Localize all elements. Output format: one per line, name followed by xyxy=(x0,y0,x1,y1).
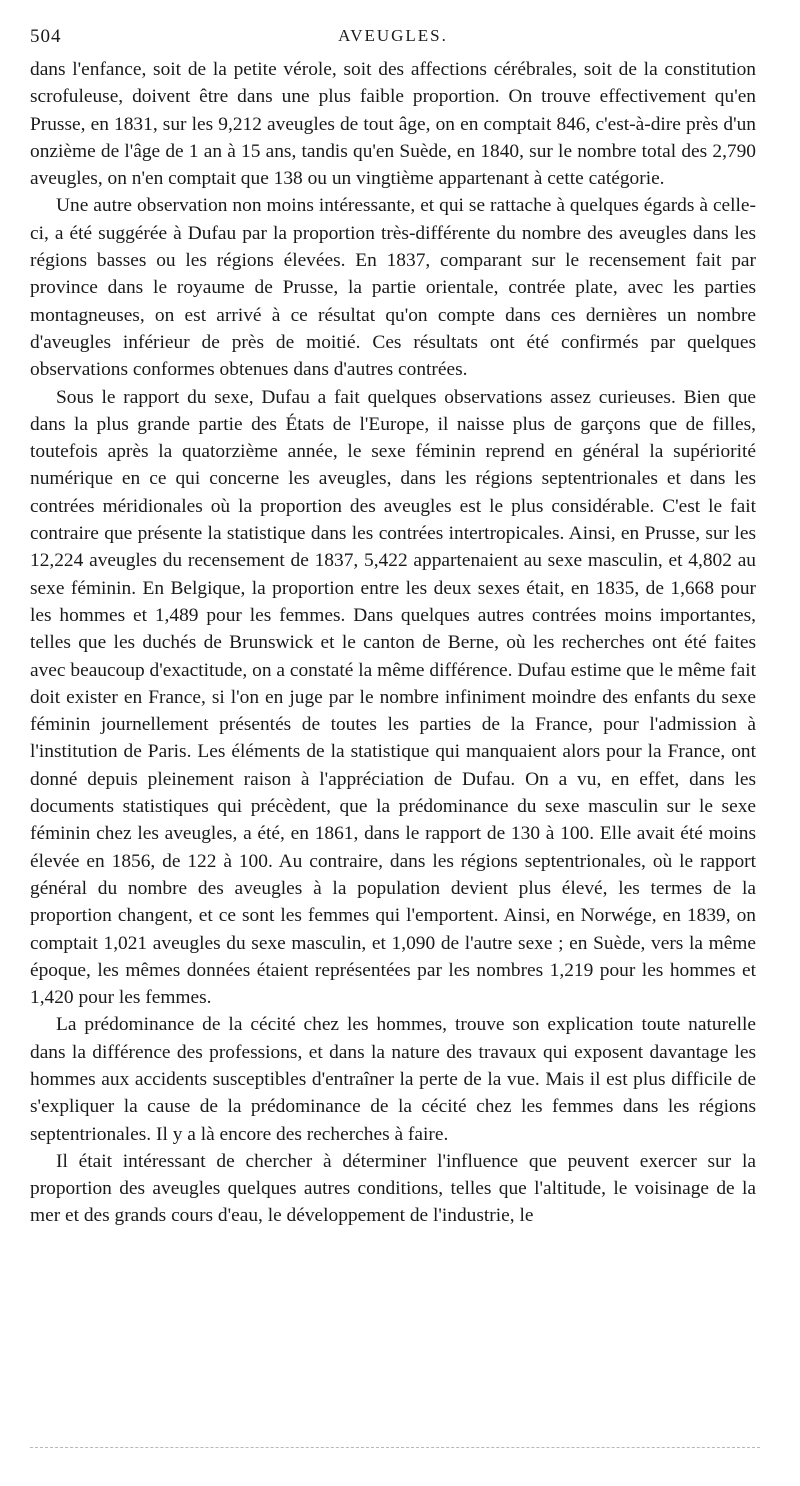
paragraph-conditions: Il était intéressant de chercher à déterminer l'influence que peuvent exercer sur la proportion des aveugles quelques autres conditions, telles que l'altitude, le voisinage de la mer et des grands cours d'eau, le développement de l'industrie, le xyxy=(30,1150,756,1227)
footer-dashed-rule xyxy=(30,1447,760,1448)
body-text xyxy=(30,56,756,1230)
paragraph-altitude: Une autre observation non moins intéressante, et qui se rattache à quelques égards à celle-ci, a été suggérée à Dufau par la proportion très-différente du nombre des aveugles dans les régions basses ou les régions élevées. En 1837, comparant sur le recensement fait par province dans le royaume de Prusse, la partie orientale, contrée plate, avec les parties montagneuses, on est arrivé à ce résultat qu'on compte dans ces dernières un nombre d'aveugles inférieur de près de moitié. Ces résultats ont été confirmés par quelques observations conformes obtenues dans d'autres contrées. xyxy=(30,195,756,381)
running-title: AVEUGLES. xyxy=(338,26,448,45)
running-head xyxy=(30,26,756,56)
book-page xyxy=(30,26,756,1230)
paragraph-explanation: La prédominance de la cécité chez les hommes, trouve son explication toute naturelle dans la différence des professions, et dans la nature des travaux qui exposent davantage les hommes aux accidents susceptibles d'entraîner la perte de la vue. Mais il est plus difficile de s'expliquer la cause de la prédominance de la cécité chez les femmes dans les régions septentrionales. Il y a là encore des recherches à faire. xyxy=(30,1014,756,1145)
page-number: 504 xyxy=(30,26,62,47)
paragraph-sex: Sous le rapport du sexe, Dufau a fait quelques observations assez curieuses. Bien que dans la plus grande partie des États de l'Europe, il naisse plus de garçons que de filles, toutefois après la quatorzième année, le sexe féminin reprend en général la supériorité numérique en ce qui concerne les aveugles, dans les régions septentrionales et dans les contrées méridionales où la proportion des aveugles est le plus considérable. C'est le fait contraire que présente la statistique dans les contrées intertropicales. Ainsi, en Prusse, sur les 12,224 aveugles du recensement de 1837, 5,422 appartenaient au sexe masculin, et 4,802 au sexe féminin. En Belgique, la proportion entre les deux sexes était, en 1835, de 1,668 pour les hommes et 1,489 pour les femmes. Dans quelques autres contrées moins importantes, telles que les duchés de Brunswick et le canton de Berne, où les recherches ont été faites avec beaucoup d'exactitude, on a constaté la même différence. Dufau estime que le même fait doit exister en France, si l'on en juge par le nombre infiniment moindre des enfants du sexe féminin journellement présentés de toutes les parties de la France, pour l'admission à l'institution de Paris. Les éléments de la statistique qui manquaient alors pour la France, ont donné depuis pleinement raison à l'appréciation de Dufau. On a vu, en effet, dans les documents statistiques qui précèdent, que la prédominance du sexe masculin sur le sexe féminin chez les aveugles, a été, en 1861, dans le rapport de 130 à 100. Elle avait été moins élevée en 1856, de 122 à 100. Au contraire, dans les régions septentrionales, où le rapport général du nombre des aveugles à la population devient plus élevé, les termes de la proportion changent, et ce sont les femmes qui l'emportent. Ainsi, en Norwége, en 1839, on comptait 1,021 aveugles du sexe masculin, et 1,090 de l'autre sexe ; en Suède, vers la même époque, les mêmes données étaient représentées par les nombres 1,219 pour les hommes et 1,420 pour les femmes. xyxy=(30,386,756,1009)
paragraph-continued: dans l'enfance, soit de la petite vérole, soit des affections cérébrales, soit de la constitution scrofuleuse, doivent être dans une plus faible proportion. On trouve effectivement qu'en Prusse, en 1831, sur les 9,212 aveugles de tout âge, on en comptait 846, c'est-à-dire près d'un onzième de l'âge de 1 an à 15 ans, tandis qu'en Suède, en 1840, sur le nombre total des 2,790 aveugles, on n'en comptait que 138 ou un vingtième appartenant à cette catégorie. xyxy=(30,59,756,190)
